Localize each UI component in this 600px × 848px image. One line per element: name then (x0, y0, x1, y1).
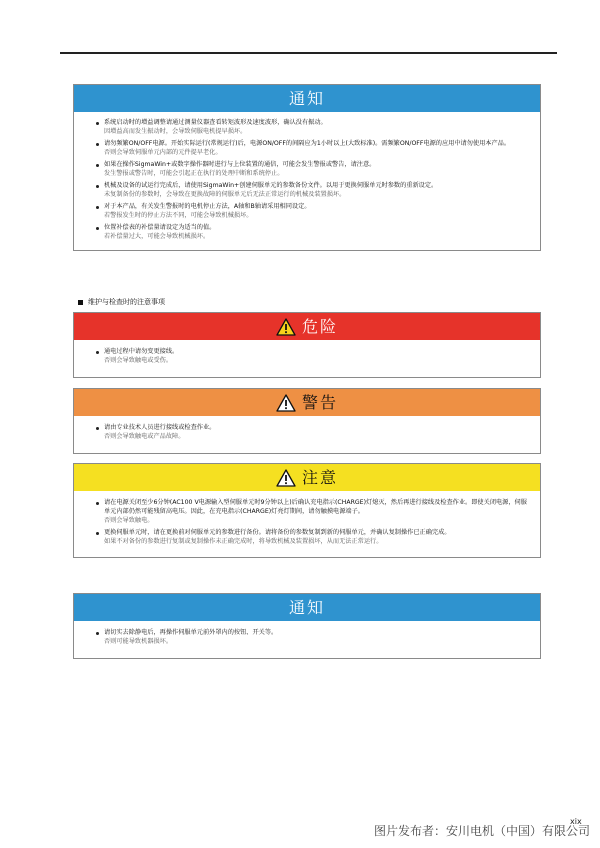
list-item: 通电过程中请勿变更接线。 否则会导致触电或受伤。 (104, 347, 530, 365)
page-number: xix (570, 817, 582, 826)
notice-header-1 (74, 85, 540, 112)
warning-triangle-icon (276, 469, 296, 487)
notice-header-2 (74, 594, 540, 621)
warning-triangle-icon (276, 318, 296, 336)
warning-title: 警告 (301, 393, 338, 412)
list-item: 请在电源关闭至少6分钟(AC100 V电源输入型伺服单元时9分钟以上)后确认充电指示(CHARGE)灯熄灭，然后再进行接线及检查作业。即使关闭电源，伺服单元内部仍然可能残留高电压。因此，在充电指示(CHARGE)灯亮灯期间，请勿触摸电源端子。 否则会导致触电。 (104, 498, 530, 525)
list-item: 如果在操作SigmaWin+或数字操作器时进行与上位装置的通信，可能会发生警报或警告，请注意。 发生警报或警告时，可能会引起正在执行的处理中断和系统停止。 (104, 160, 530, 178)
list-item: 请由专业技术人员进行接线或检查作业。 否则会导致触电或产品故障。 (104, 423, 530, 441)
list-item: 对于本产品，有关发生警报时的电机停止方法，A轴和B轴请采用相同设定。 若警报发生时的停止方法不同，可能会导致机械损坏。 (104, 202, 530, 220)
warning-body (74, 416, 540, 453)
square-bullet-icon (78, 300, 83, 305)
notice-title-1: 通知 (288, 89, 325, 108)
notice-box-1 (73, 84, 541, 251)
list-item: 系统启动时的增益调整请通过测量仪器查看转矩波形及速度波形，确认没有振动。 因增益高而发生振动时，会导致伺服电机提早损坏。 (104, 118, 530, 136)
danger-body (74, 340, 540, 377)
publisher-watermark: 图片发布者：安川电机（中国）有限公司 (373, 824, 590, 838)
top-rule (60, 52, 557, 54)
warning-header (74, 389, 540, 416)
warning-box (73, 388, 541, 454)
danger-title: 危险 (301, 317, 338, 336)
list-item: 请勿频繁ON/OFF电源。开始实际运行(常规运行)后，电源ON/OFF的间隔应为1小时以上(大致标准)。需频繁ON/OFF电源的应用中请勿使用本产品。 否则会导致伺服单元内部的元件提早老化。 (104, 139, 530, 157)
notice-body-2 (74, 621, 540, 658)
list-item: 更换伺服单元时，请在更换前对伺服单元的参数进行备份。请将备份的参数复制到新的伺服单元，并确认复制操作已正确完成。 如果不对备份的参数进行复制或复制操作未正确完成时，将导致机械及装置损坏，从而无法正常运行。 (104, 528, 530, 546)
section-heading-text: 维护与检查时的注意事项 (88, 298, 165, 306)
notice-title-2: 通知 (288, 598, 325, 617)
caution-box (73, 463, 541, 558)
section-heading (78, 297, 165, 307)
warning-triangle-icon (276, 394, 296, 412)
caution-title: 注意 (301, 468, 338, 487)
notice-body-1 (74, 112, 540, 250)
list-item: 机械及设备的试运行完成后，请使用SigmaWin+创建伺服单元的参数备份文件。以用于更换伺服单元时参数的重新设定。 未复制备份的参数时，会导致在更换故障的伺服单元后无法正常运行的机械及装置损坏。 (104, 181, 530, 199)
list-item: 位置补偿表的补偿量请设定为适当的值。 若补偿量过大，可能会导致机械损坏。 (104, 223, 530, 241)
caution-body (74, 491, 540, 557)
notice-box-2 (73, 593, 541, 659)
danger-header (74, 313, 540, 340)
list-item: 请切实去除静电后，再操作伺服单元前外罩内的按钮、开关等。 否则可能导致机器损坏。 (104, 628, 530, 646)
danger-box (73, 312, 541, 378)
caution-header (74, 464, 540, 491)
